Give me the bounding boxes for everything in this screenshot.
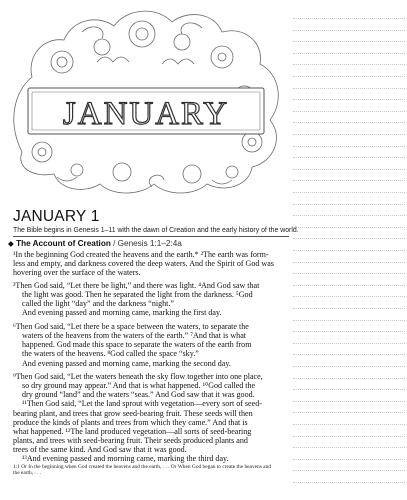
journal-line: [293, 192, 405, 193]
text-line: bearing plant, and trees that grow seed-bearing fruit. These seeds will then: [13, 408, 253, 418]
journal-line: [293, 227, 405, 228]
journal-line: [293, 366, 405, 367]
journal-line: [293, 389, 405, 390]
text-line: ³Then God said, “Let there be light,” and there was light. ⁴And God saw that: [13, 281, 260, 290]
journal-line: [293, 30, 405, 31]
text-line: ¹³And evening passed and morning came, marking the third day.: [22, 454, 229, 464]
journal-line: [293, 180, 405, 181]
paragraph-4: [13, 372, 295, 464]
journal-line: [293, 238, 405, 239]
journal-line: [293, 459, 405, 460]
text-line: hovering over the surface of the waters.: [13, 268, 141, 278]
journal-line: [293, 401, 405, 402]
section-separator: /: [110, 239, 118, 248]
text-line: ⁹Then God said, “Let the waters beneath the sky flow together into one place,: [13, 372, 263, 381]
text-line: so dry ground may appear.” And that is what happened. ¹⁰God called the: [22, 381, 256, 391]
journal-line: [293, 53, 405, 54]
text-line: And evening passed and morning came, marking the first day.: [22, 308, 222, 318]
text-line: ¹In the beginning God created the heavens and the earth.* ²The earth was form-: [13, 250, 269, 259]
journal-line: [293, 146, 405, 147]
text-line: the waters of the heavens. ⁸God called the space “sky.”: [22, 349, 199, 359]
text-line: less and empty, and darkness covered the deep waters. And the Spirit of God was: [13, 259, 274, 269]
journal-line: [293, 64, 405, 65]
journal-line: [293, 250, 405, 251]
journal-line: [293, 169, 405, 170]
journal-line: [293, 343, 405, 344]
section-title: The Account of Creation: [16, 239, 111, 248]
journal-line: [293, 331, 405, 332]
journal-line: [293, 204, 405, 205]
text-line: And evening passed and morning came, marking the second day.: [22, 358, 231, 368]
text-line: trees of the same kind. And God saw that it was good.: [13, 445, 187, 455]
month-title-art: [2, 2, 288, 198]
journal-line: [293, 354, 405, 355]
journal-line: [293, 157, 405, 158]
footnote-line: the earth, . . .: [13, 470, 42, 477]
text-line: ⁶Then God said, “Let there be a space between the waters, to separate the: [13, 322, 249, 331]
journal-line: [293, 285, 405, 286]
text-line: what happened. ¹²The land produced vegetation—all sorts of seed-bearing: [13, 426, 252, 436]
text-line: the light was good. Then he separated the light from the darkness. ⁵God: [22, 290, 253, 300]
diamond-icon: ◆: [8, 239, 14, 248]
journal-line: [293, 320, 405, 321]
journal-line: [293, 308, 405, 309]
journal-line: [293, 273, 405, 274]
journal-line: [293, 88, 405, 89]
journal-line: [293, 76, 405, 77]
journal-line: [293, 424, 405, 425]
journal-line: [293, 99, 405, 100]
intro-text: The Bible begins in Genesis 1–11 with the dawn of Creation and the early history of the world.: [13, 227, 299, 234]
journal-line: [293, 111, 405, 112]
day-heading: JANUARY 1: [13, 208, 100, 225]
journal-line: [293, 447, 405, 448]
footnote: [13, 464, 295, 476]
paragraph-2: [13, 281, 295, 318]
text-line: produce the kinds of plants and trees from which they came.” And that is: [13, 417, 248, 427]
journal-line: [293, 41, 405, 42]
paragraph-3: [13, 322, 295, 368]
footnote-line: 1:1 Or In the beginning when God created the heavens and the earth, . . . Or When God began to create the heavens and: [13, 464, 271, 470]
section-heading: [8, 239, 292, 248]
journal-line: [293, 134, 405, 135]
journal-line: [293, 122, 405, 123]
journal-line: [293, 470, 405, 471]
journal-line: [293, 18, 405, 19]
journal-line: [293, 262, 405, 263]
text-line: waters of the heavens from the waters of the earth.” ⁷And that is what: [22, 331, 247, 341]
journal-lines: [293, 12, 405, 492]
month-title: JANUARY: [62, 96, 230, 132]
journal-line: [293, 412, 405, 413]
text-line: dry ground “land” and the waters “seas.” And God saw that it was good.: [22, 390, 255, 400]
journal-line: [293, 215, 405, 216]
text-line: plants, and trees with seed-bearing fruit. Their seeds produced plants and: [13, 436, 248, 446]
journal-line: [293, 436, 405, 437]
text-line: called the light “day” and the darkness “night.”: [22, 299, 174, 309]
divider: [13, 236, 289, 237]
scripture-reference: Genesis 1:1–2:4a: [117, 239, 182, 248]
text-line: happened. God made this space to separate the waters of the earth from: [22, 340, 252, 350]
paragraph-1: [13, 250, 295, 277]
journal-line: [293, 482, 405, 483]
journal-line: [293, 378, 405, 379]
text-line: ¹¹Then God said, “Let the land sprout with vegetation—every sort of seed-: [22, 399, 262, 409]
journal-line: [293, 296, 405, 297]
